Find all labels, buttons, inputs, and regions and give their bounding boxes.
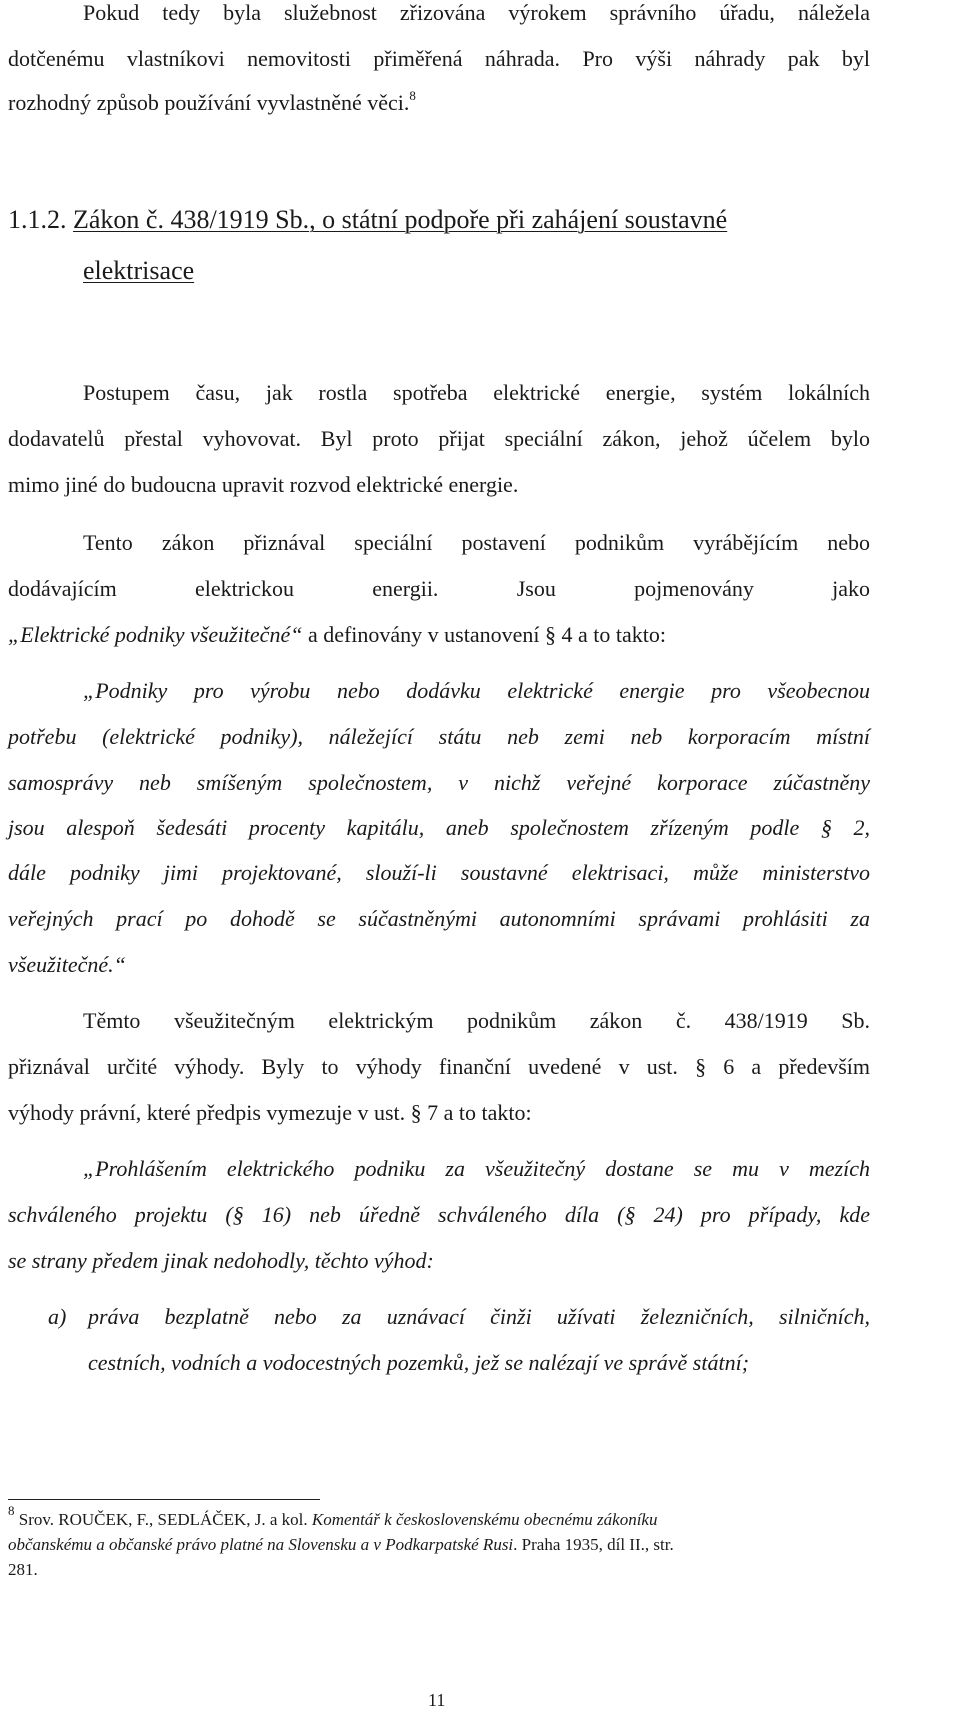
page-number: 11 <box>428 1690 446 1710</box>
quote1-line4: jsou alespoň šedesáti procenty kapitálu, aneb společnostem zřízeným podle § 2, <box>8 815 870 840</box>
quote1-line3: samosprávy neb smíšeným společnostem, v nichž veřejné korporace zúčastněny <box>8 770 870 795</box>
para4-line3: výhody právní, které předpis vymezuje v ust. § 7 a to takto: <box>8 1100 532 1125</box>
footnote-line1 <box>8 1503 658 1530</box>
para2-line3: mimo jiné do budoucna upravit rozvod elektrické energie. <box>8 472 519 497</box>
footnote-line3: 281. <box>8 1560 38 1579</box>
footnote-text-a: Srov. ROUČEK, F., SEDLÁČEK, J. a kol. <box>14 1510 312 1529</box>
para3-line3-rest: a definovány v ustanovení § 4 a to takto: <box>302 622 666 647</box>
footnote-text-d: . Praha 1935, díl II., str. <box>513 1535 674 1554</box>
quote1-line5: dále podniky jimi projektované, slouží-li soustavné elektrisaci, může ministerstvo <box>8 860 870 885</box>
quote1-line1: „Podniky pro výrobu nebo dodávku elektrické energie pro všeobecnou <box>83 678 870 703</box>
heading-number: 1.1.2. <box>8 205 67 234</box>
para3-line1: Tento zákon přiznával speciální postavení podnikům vyrábějícím nebo <box>83 530 870 555</box>
section-heading-line2 <box>83 256 194 286</box>
para4-line2: přiznával určité výhody. Byly to výhody finanční uvedené v ust. § 6 a především <box>8 1054 870 1079</box>
quote2-line2: schváleného projektu (§ 16) neb úředně schváleného díla (§ 24) pro případy, kde <box>8 1202 870 1227</box>
para2-line1: Postupem času, jak rostla spotřeba elektrické energie, systém lokálních <box>83 380 870 405</box>
footnote-line2 <box>8 1535 674 1555</box>
footnote-title-b: občanskému a občanské právo platné na Slovensku a v Podkarpatské Rusi <box>8 1535 514 1554</box>
quote1-line7: všeužitečné.“ <box>8 952 126 977</box>
footnote-divider <box>8 1499 320 1500</box>
heading-title-law: Zákon č. 438/1919 Sb. <box>73 205 310 234</box>
para4-line1: Těmto všeužitečným elektrickým podnikům zákon č. 438/1919 Sb. <box>83 1008 870 1033</box>
footnote-title-a: Komentář k československému obecnému zákoníku <box>311 1510 658 1529</box>
quote1-line6: veřejných prací po dohodě se súčastněnými autonomními správami prohlásiti za <box>8 906 870 931</box>
para3-line2: dodávajícím elektrickou energii. Jsou pojmenovány jako <box>8 576 870 601</box>
para1-line3 <box>8 90 416 116</box>
para1-line2: dotčenému vlastníkovi nemovitosti přiměřená náhrada. Pro výši náhrady pak byl <box>8 46 870 71</box>
footnote-reference: 8 <box>409 88 416 103</box>
list-item-letter: a) <box>48 1304 67 1329</box>
para1-line3-text: rozhodný způsob používání vyvlastněné věci. <box>8 90 410 115</box>
quote1-line2: potřebu (elektrické podniky), náležející státu neb zemi neb korporacím místní <box>8 724 870 749</box>
para1-line1: Pokud tedy byla služebnost zřizována výrokem správního úřadu, náležela <box>83 0 870 25</box>
para2-line2: dodavatelů přestal vyhovovat. Byl proto přijat speciální zákon, jehož účelem bylo <box>8 426 870 451</box>
section-heading <box>8 205 727 235</box>
quote2-line1: „Prohlášením elektrického podniku za všeužitečný dostane se mu v mezích <box>83 1156 870 1181</box>
footnote-number: 8 <box>8 1503 15 1518</box>
list-item-line1: práva bezplatně nebo za uznávací činži užívati železničních, silničních, <box>88 1304 870 1329</box>
heading-title-end: elektrisace <box>83 256 195 285</box>
para3-line3 <box>8 622 666 648</box>
term-quote: „Elektrické podniky všeužitečné“ <box>8 622 303 647</box>
heading-title-rest: , o státní podpoře při zahájení soustavné <box>309 205 728 234</box>
list-item-line2: cestních, vodních a vodocestných pozemků, jež se nalézají ve správě státní; <box>88 1350 750 1375</box>
quote2-line3: se strany předem jinak nedohodly, těchto výhod: <box>8 1248 434 1273</box>
